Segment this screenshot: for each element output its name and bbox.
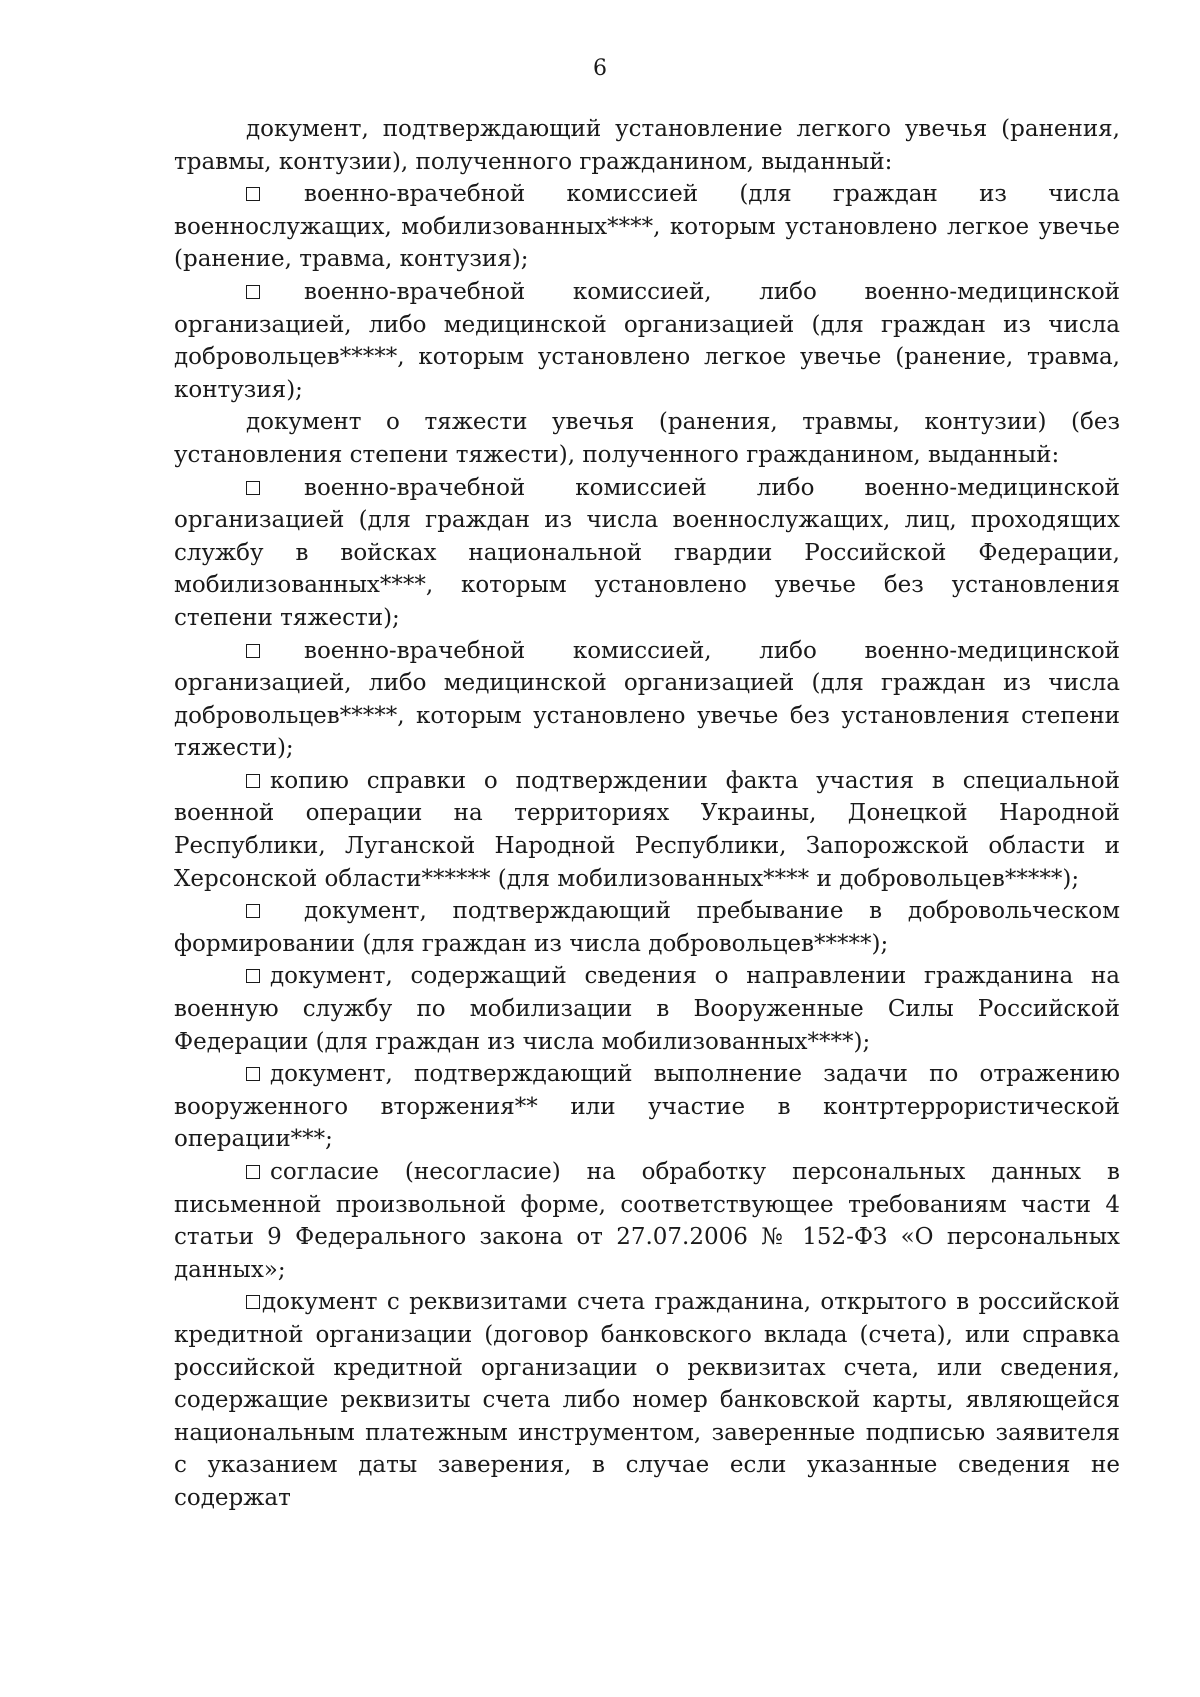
checkbox-icon [246,904,260,918]
checkbox-icon [246,644,260,658]
paragraph-light-injury-doc [174,113,1120,178]
paragraph-vvk-servicemen-light [174,178,1120,276]
checkbox-icon [246,1165,260,1179]
checkbox-icon [246,481,260,495]
paragraph-personal-data-consent [174,1156,1120,1286]
paragraph-text: документ, содержащий сведения о направлении гражданина на военную службу по мобилизации в Вооруженные Силы Российской Федерации (для граждан из числа мобилизованных****); [174,963,1120,1055]
paragraph-text: документ, подтверждающий пребывание в добровольческом формировании (для граждан из числа добровольцев*****); [174,898,1120,957]
paragraph-text: документ, подтверждающий выполнение задачи по отражению вооруженного вторжения** или участие в контртеррористической операции***; [174,1061,1120,1153]
checkbox-icon [246,774,260,788]
paragraph-mobilization-referral [174,960,1120,1058]
paragraph-vvk-volunteers-no-severity [174,635,1120,765]
checkbox-icon [246,285,260,299]
paragraph-text: военно-врачебной комиссией (для граждан из числа военнослужащих, мобилизованных****, которым установлено легкое увечье (ранение, травма, контузия); [174,181,1120,273]
paragraph-text: военно-врачебной комиссией, либо военно-медицинской организацией, либо медицинской организацией (для граждан из числа добровольцев*****, которым установлено легкое увечье (ранение, травма, контузия); [174,278,1120,403]
paragraph-vvk-servicemen-no-severity [174,472,1120,635]
checkbox-icon [246,1295,260,1309]
paragraph-text: документ о тяжести увечья (ранения, травмы, контузии) (без установления степени тяжести), полученного гражданином, выданный: [174,409,1120,468]
paragraph-text: согласие (несогласие) на обработку персональных данных в письменной произвольной форме, соответствующее требованиям части 4 статьи 9 Федерального закона от 27.07.2006 № 152-ФЗ «О персональных данных»; [174,1159,1120,1283]
checkbox-icon [246,187,260,201]
paragraph-bank-account-details [174,1286,1120,1514]
paragraph-text: военно-врачебной комиссией либо военно-медицинской организацией (для граждан из числа военнослужащих, лиц, проходящих службу в войсках национальной гвардии Российской Федерации, мобилизованных****, которым установлено увечье без установления степени тяжести); [174,474,1120,631]
paragraph-severity-doc [174,406,1120,471]
paragraph-text: копию справки о подтверждении факта участия в специальной военной операции на территориях Украины, Донецкой Народной Республики, Луганской Народной Республики, Запорожской области и Херсонской области****** (для мобилизованных**** и добровольцев*****); [174,767,1120,892]
paragraph-volunteer-formation [174,895,1120,960]
paragraph-text: документ, подтверждающий установление легкого увечья (ранения, травмы, контузии), полученного гражданином, выданный: [174,116,1120,175]
paragraph-armed-invasion [174,1058,1120,1156]
page-number: 6 [593,56,607,81]
paragraph-text: документ с реквизитами счета гражданина, открытого в российской кредитной организации (договор банковского вклада (счета), или справка российской кредитной организации о реквизитах счета, или сведения, содержащие реквизиты счета либо номер банковской карты, являющейся национальным платежным инструментом, заверенные подписью заявителя с указанием даты заверения, в случае если указанные сведения не содержат [174,1289,1120,1511]
paragraph-vvk-volunteers-light [174,276,1120,406]
paragraph-text: военно-врачебной комиссией, либо военно-медицинской организацией, либо медицинской организацией (для граждан из числа добровольцев*****, которым установлено увечье без установления степени тяжести); [174,637,1120,762]
document-body [174,113,1120,1515]
checkbox-icon [246,1067,260,1081]
paragraph-svo-certificate [174,765,1120,895]
checkbox-icon [246,969,260,983]
